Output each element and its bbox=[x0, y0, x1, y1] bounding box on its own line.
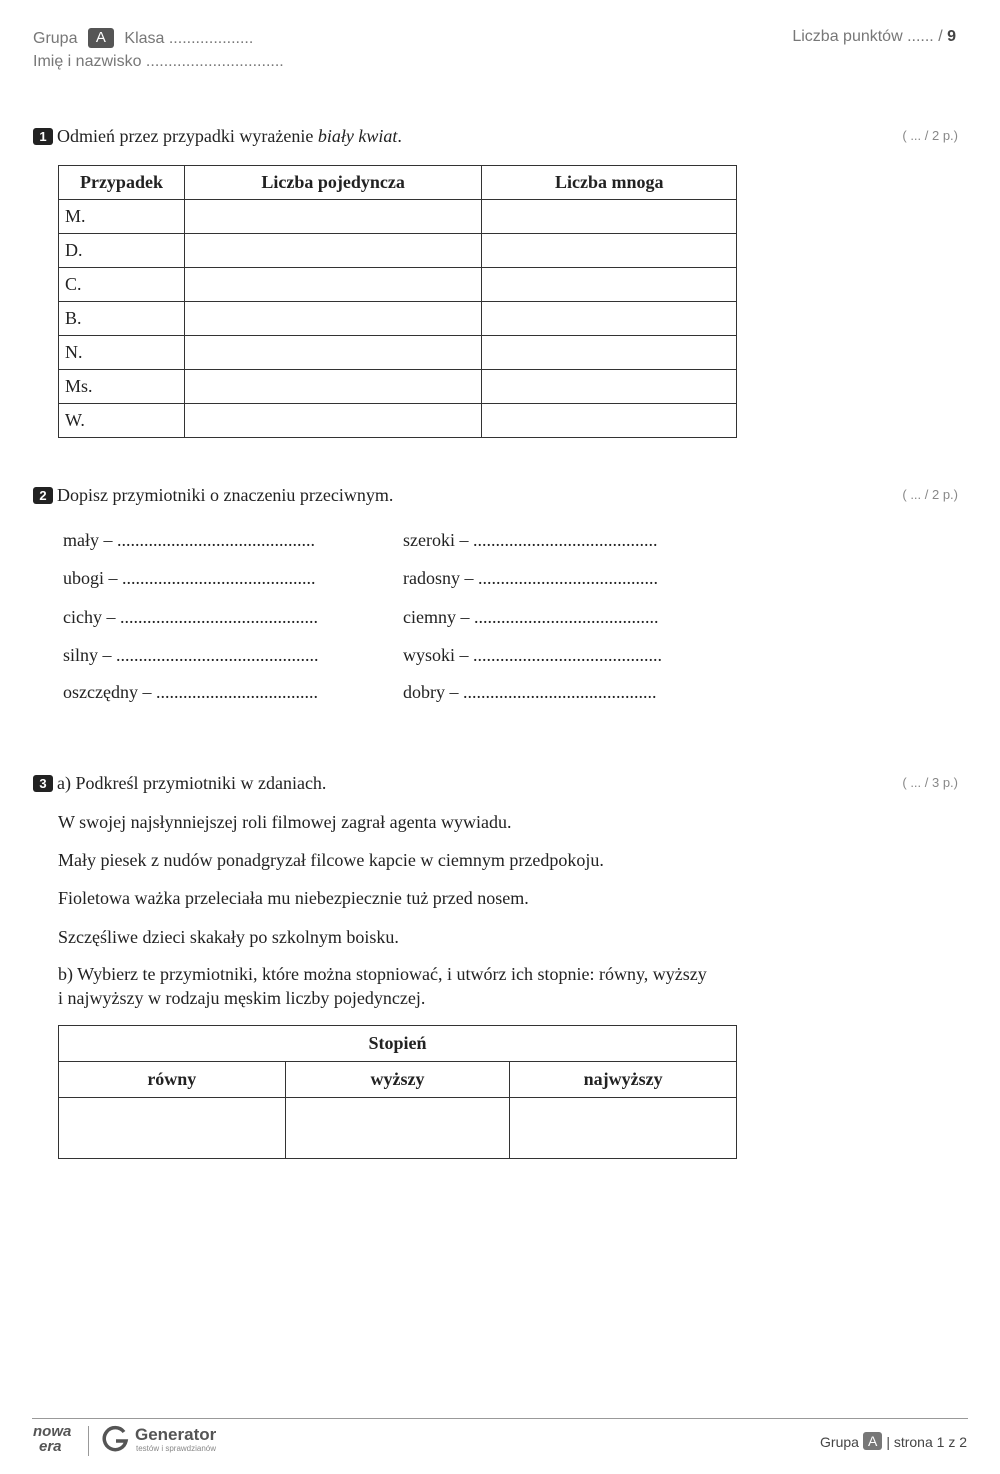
class-label: Klasa ................... bbox=[124, 30, 254, 47]
task3-b-line2: i najwyższy w rodzaju męskim liczby pojedynczej. bbox=[58, 988, 426, 1008]
col-comparative: wyższy bbox=[285, 1062, 510, 1098]
task1-title bbox=[33, 126, 402, 147]
col-superlative: najwyższy bbox=[510, 1062, 737, 1098]
table-row bbox=[59, 336, 737, 370]
logo-line1: nowa bbox=[33, 1423, 72, 1440]
col-singular: Liczba pojedyncza bbox=[184, 166, 482, 200]
plural-cell[interactable] bbox=[482, 302, 737, 336]
singular-cell[interactable] bbox=[184, 404, 482, 438]
sentence[interactable]: Szczęśliwe dzieci skakały po szkolnym boisku. bbox=[58, 927, 399, 947]
footer-page-info bbox=[820, 1432, 967, 1450]
comparison-title: Stopień bbox=[59, 1026, 737, 1062]
comparison-table bbox=[58, 1025, 737, 1159]
antonym-blank[interactable]: mały – ............................................ bbox=[63, 530, 315, 550]
antonym-blank[interactable]: radosny – ........................................ bbox=[403, 568, 658, 588]
singular-cell[interactable] bbox=[184, 336, 482, 370]
comparison-title-row bbox=[59, 1026, 737, 1062]
name-label: Imię i nazwisko ............................... bbox=[33, 53, 284, 70]
plural-cell[interactable] bbox=[482, 234, 737, 268]
footer-group-label: Grupa bbox=[820, 1434, 859, 1450]
case-label: C. bbox=[59, 268, 185, 302]
plural-cell[interactable] bbox=[482, 404, 737, 438]
sentence[interactable]: Mały piesek z nudów ponadgryzał filcowe kapcie w ciemnym przedpokoju. bbox=[58, 850, 604, 870]
header-group-class bbox=[33, 28, 253, 48]
points-max: 9 bbox=[947, 28, 956, 45]
plural-cell[interactable] bbox=[482, 336, 737, 370]
table-row bbox=[59, 370, 737, 404]
case-label: M. bbox=[59, 200, 185, 234]
task2-number: 2 bbox=[33, 487, 53, 504]
generator-logo-icon bbox=[100, 1424, 130, 1454]
task1-title-em: biały kwiat bbox=[317, 126, 398, 146]
points-label: Liczba punktów ...... / bbox=[792, 28, 943, 45]
singular-cell[interactable] bbox=[184, 234, 482, 268]
antonym-blank[interactable]: dobry – ........................................... bbox=[403, 682, 657, 702]
antonym-blank[interactable]: silny – ............................................. bbox=[63, 645, 319, 665]
positive-cell[interactable] bbox=[59, 1098, 286, 1159]
antonym-blank[interactable]: szeroki – ......................................... bbox=[403, 530, 658, 550]
nowa-era-logo bbox=[33, 1424, 71, 1454]
antonym-blank[interactable]: ubogi – ........................................... bbox=[63, 568, 316, 588]
col-positive: równy bbox=[59, 1062, 286, 1098]
group-label: Grupa bbox=[33, 30, 78, 47]
declension-table bbox=[58, 165, 737, 438]
logo-separator bbox=[88, 1426, 89, 1456]
table-row bbox=[59, 268, 737, 302]
task3-points: ( ... / 3 p.) bbox=[902, 775, 958, 790]
footer-group-badge: A bbox=[863, 1432, 882, 1450]
generator-title: Generator bbox=[135, 1425, 217, 1444]
task1-number: 1 bbox=[33, 128, 53, 145]
footer-page-label: | strona 1 z 2 bbox=[886, 1434, 967, 1450]
col-case: Przypadek bbox=[59, 166, 185, 200]
task2-title bbox=[33, 485, 393, 506]
table-row bbox=[59, 404, 737, 438]
singular-cell[interactable] bbox=[184, 302, 482, 336]
declension-header-row bbox=[59, 166, 737, 200]
footer-divider bbox=[32, 1418, 968, 1419]
sentence[interactable]: Fioletowa ważka przeleciała mu niebezpiecznie tuż przed nosem. bbox=[58, 888, 529, 908]
task2-title-text: Dopisz przymiotniki o znaczeniu przeciwnym. bbox=[57, 485, 394, 505]
points-total bbox=[792, 28, 956, 46]
antonym-blank[interactable]: cichy – ............................................ bbox=[63, 607, 318, 627]
superlative-cell[interactable] bbox=[510, 1098, 737, 1159]
sentence[interactable]: W swojej najsłynniejszej roli filmowej zagrał agenta wywiadu. bbox=[58, 812, 512, 832]
antonym-blank[interactable]: ciemny – ......................................... bbox=[403, 607, 659, 627]
task3-b-line1: b) Wybierz te przymiotniki, które można stopniować, i utwórz ich stopnie: równy, wyższy bbox=[58, 964, 707, 984]
singular-cell[interactable] bbox=[184, 268, 482, 302]
task1-points: ( ... / 2 p.) bbox=[902, 128, 958, 143]
task3-title-text: a) Podkreśl przymiotniki w zdaniach. bbox=[57, 773, 327, 793]
singular-cell[interactable] bbox=[184, 200, 482, 234]
singular-cell[interactable] bbox=[184, 370, 482, 404]
table-row bbox=[59, 302, 737, 336]
col-plural: Liczba mnoga bbox=[482, 166, 737, 200]
case-label: B. bbox=[59, 302, 185, 336]
table-row bbox=[59, 1098, 737, 1159]
comparative-cell[interactable] bbox=[285, 1098, 510, 1159]
task2-points: ( ... / 2 p.) bbox=[902, 487, 958, 502]
group-badge: A bbox=[88, 28, 114, 48]
task3-title bbox=[33, 773, 326, 794]
case-label: Ms. bbox=[59, 370, 185, 404]
generator-subtitle: testów i sprawdzianów bbox=[136, 1444, 217, 1453]
logo-line2: era bbox=[39, 1438, 62, 1455]
task3-b-instruction bbox=[58, 962, 758, 1010]
table-row bbox=[59, 234, 737, 268]
task3-number: 3 bbox=[33, 775, 53, 792]
case-label: D. bbox=[59, 234, 185, 268]
table-row bbox=[59, 200, 737, 234]
antonym-blank[interactable]: wysoki – .......................................... bbox=[403, 645, 663, 665]
comparison-header-row bbox=[59, 1062, 737, 1098]
task1-title-post: . bbox=[397, 126, 402, 146]
antonym-blank[interactable]: oszczędny – .................................... bbox=[63, 682, 318, 702]
task1-title-pre: Odmień przez przypadki wyrażenie bbox=[57, 126, 318, 146]
case-label: W. bbox=[59, 404, 185, 438]
case-label: N. bbox=[59, 336, 185, 370]
plural-cell[interactable] bbox=[482, 370, 737, 404]
plural-cell[interactable] bbox=[482, 268, 737, 302]
plural-cell[interactable] bbox=[482, 200, 737, 234]
